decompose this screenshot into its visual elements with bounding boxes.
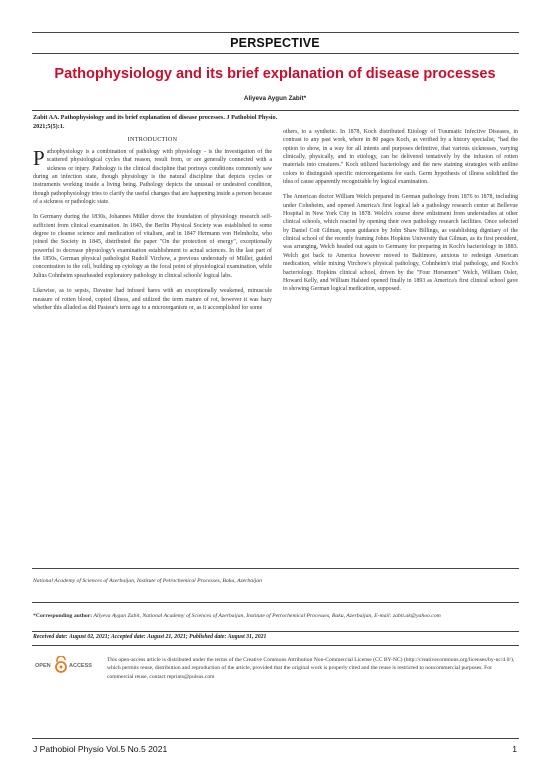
top-rule [32,32,519,33]
footnote-rule [32,568,519,569]
right-column [283,128,518,301]
correspondence-rule [32,602,519,603]
footer-rule [32,738,519,739]
paragraph: In Germany during the 1830s, Johannes Müller drove the foundation of physiology research self-sufficient from clinical examination. In 1843, the Berlin Physical Society was established to some degree to cleanse science and medication of vitalism, and in 1847 Hermann von Helmholtz, who joined the Society in 1845, distributed the paper "On the protection of energy", exceptionally powerful to decrease physiology's examination establishment to actual sciences. In the last part of the 1850s, German physical pathologist Rudolf Virchow, a previous understudy of Müller, guided concentration to the cell, building up cytology as the focal point of physiological examination, while Julius Cohnheim spearheaded exploratory pathology in clinical schools' logical labs. [33,214,272,279]
citation: Zabit AA. Pathophysiology and its brief explanation of disease processes. J Pathobiol Physio. 2021;5(5):1. [33,114,278,130]
title-rule [32,110,519,111]
article-title: Pathophysiology and its brief explanation of disease processes [54,66,496,82]
license-rule [32,645,519,646]
corresponding-author-label: *Corresponding author: [33,613,93,619]
page-number: 1 [512,744,517,754]
open-access-open-text: OPEN [35,663,51,669]
section-rule [32,53,519,54]
section-label: PERSPECTIVE [230,36,320,50]
paragraph-text: athophysiology is a combination of pathology with physiology - is the investigation of the scattered physiological cycles that reason, result from, or are generally connected with a sickness or injury. Pathology is the clinical discipline that portrays conditions commonly saw during an infection state, though physiology is the natural discipline that depicts cycles or instruments working inside a living being. Pathology depicts the unusual or undesired condition, though pathophysiology tries to clarify the useful changes that are happening inside a person because of a sickness or pathologic state. [33,149,272,206]
drop-cap: P [33,146,45,170]
left-column [33,148,272,319]
paragraph: others, to a synthetic. In 1878, Koch distributed Etiology of Traumatic Infective Diseases, in contrast to any past work, where in 80 pages Koch, as verified by a history specialist, "had the option to show, in a way for all intents and purposes definitive, that various sicknesses, varying clinically, physically, and in etiology, can be delivered tentatively by the infusion of rotten materials into creatures." Koch utilized bacteriology and the new staining strategies with aniline colors to distinguish specific microorganisms for each. Germ hypothesis of illness solidified the idea of cause apparently recognizable by logical examination. [283,129,518,186]
corresponding-author [33,612,520,620]
author-name: Aliyeva Aygun Zabit* [243,95,307,102]
open-access-access-text: ACCESS [69,663,92,669]
license-text: This open-access article is distributed under the terms of the Creative Commons Attribution Non-Commercial License (CC BY-NC) (http://creativecommons.org/licenses/by-nc/4.0/), which permits reuse, distribution and reproduction of the article, provided that the original work is properly cited and the reuse is restricted to noncommercial purposes. For commercial reuse, contact reprints@pulsus.com [107,657,515,680]
dates-rule [32,631,519,632]
footer-journal: J Pathobiol Physio Vol.5 No.5 2021 [33,744,168,754]
open-lock-icon [56,656,66,672]
corresponding-author-text: Aliyeva Aygun Zabit, National Academy of Sciences of Azerbaijan, Institute of Petrochemical Processes, Baku, Azerbaijan, E-mail: zabit.ak@yahoo.com [92,613,441,619]
affiliation: National Academy of Sciences of Azerbaijan, Institute of Petrochemical Processes, Baku, Azerbaijan [33,578,262,584]
paragraph [33,148,272,206]
paragraph: Likewise, as to sepsis, Davaine had infused hares with an exceptionally weakened, minuscule measure of rotten blood, copied illness, and utilized the term mature of rot, however it was hazy whether this alluded as did Pasteur's term age to a microorganism or, as it accomplished for some [33,288,272,311]
introduction-heading: INTRODUCTION [127,137,178,143]
paragraph: The American doctor William Welch prepared in German pathology from 1876 to 1878, including under Cohnheim, and opened America's first logical lab a pathology research center at Bellevue Hospital in New York City in 1878. Welch's course drew enlistment from understudies at other clinical schools, which reacted by opening their own pathology research facilities. Once selected by Daniel Coit Gilman, upon guidance by John Shaw Billings, as establishing dignitary of the clinical school of the recently framing Johns Hopkins University that Gilman, as its first president, was arranging, Welch headed out again to Germany for preparing in Koch's bacteriology in 1883. Welch got back to America however moved to Baltimore, anxious to redesign American medication, while mixing Virchow's physical pathology, Cohnheim's trial pathology, and Koch's bacteriology. Hopkins clinical school, driven by the "Four Horsemen" Welch, William Osler, Howard Kelly, and William Halsted opened finally in 1893 as America's first clinical school gave to showing German logical medication, supposed. [283,194,518,293]
open-access-logo [35,656,95,674]
article-dates: Received date: August 02, 2021; Accepted date: August 21, 2021; Published date: August 31, 2021 [33,634,267,640]
